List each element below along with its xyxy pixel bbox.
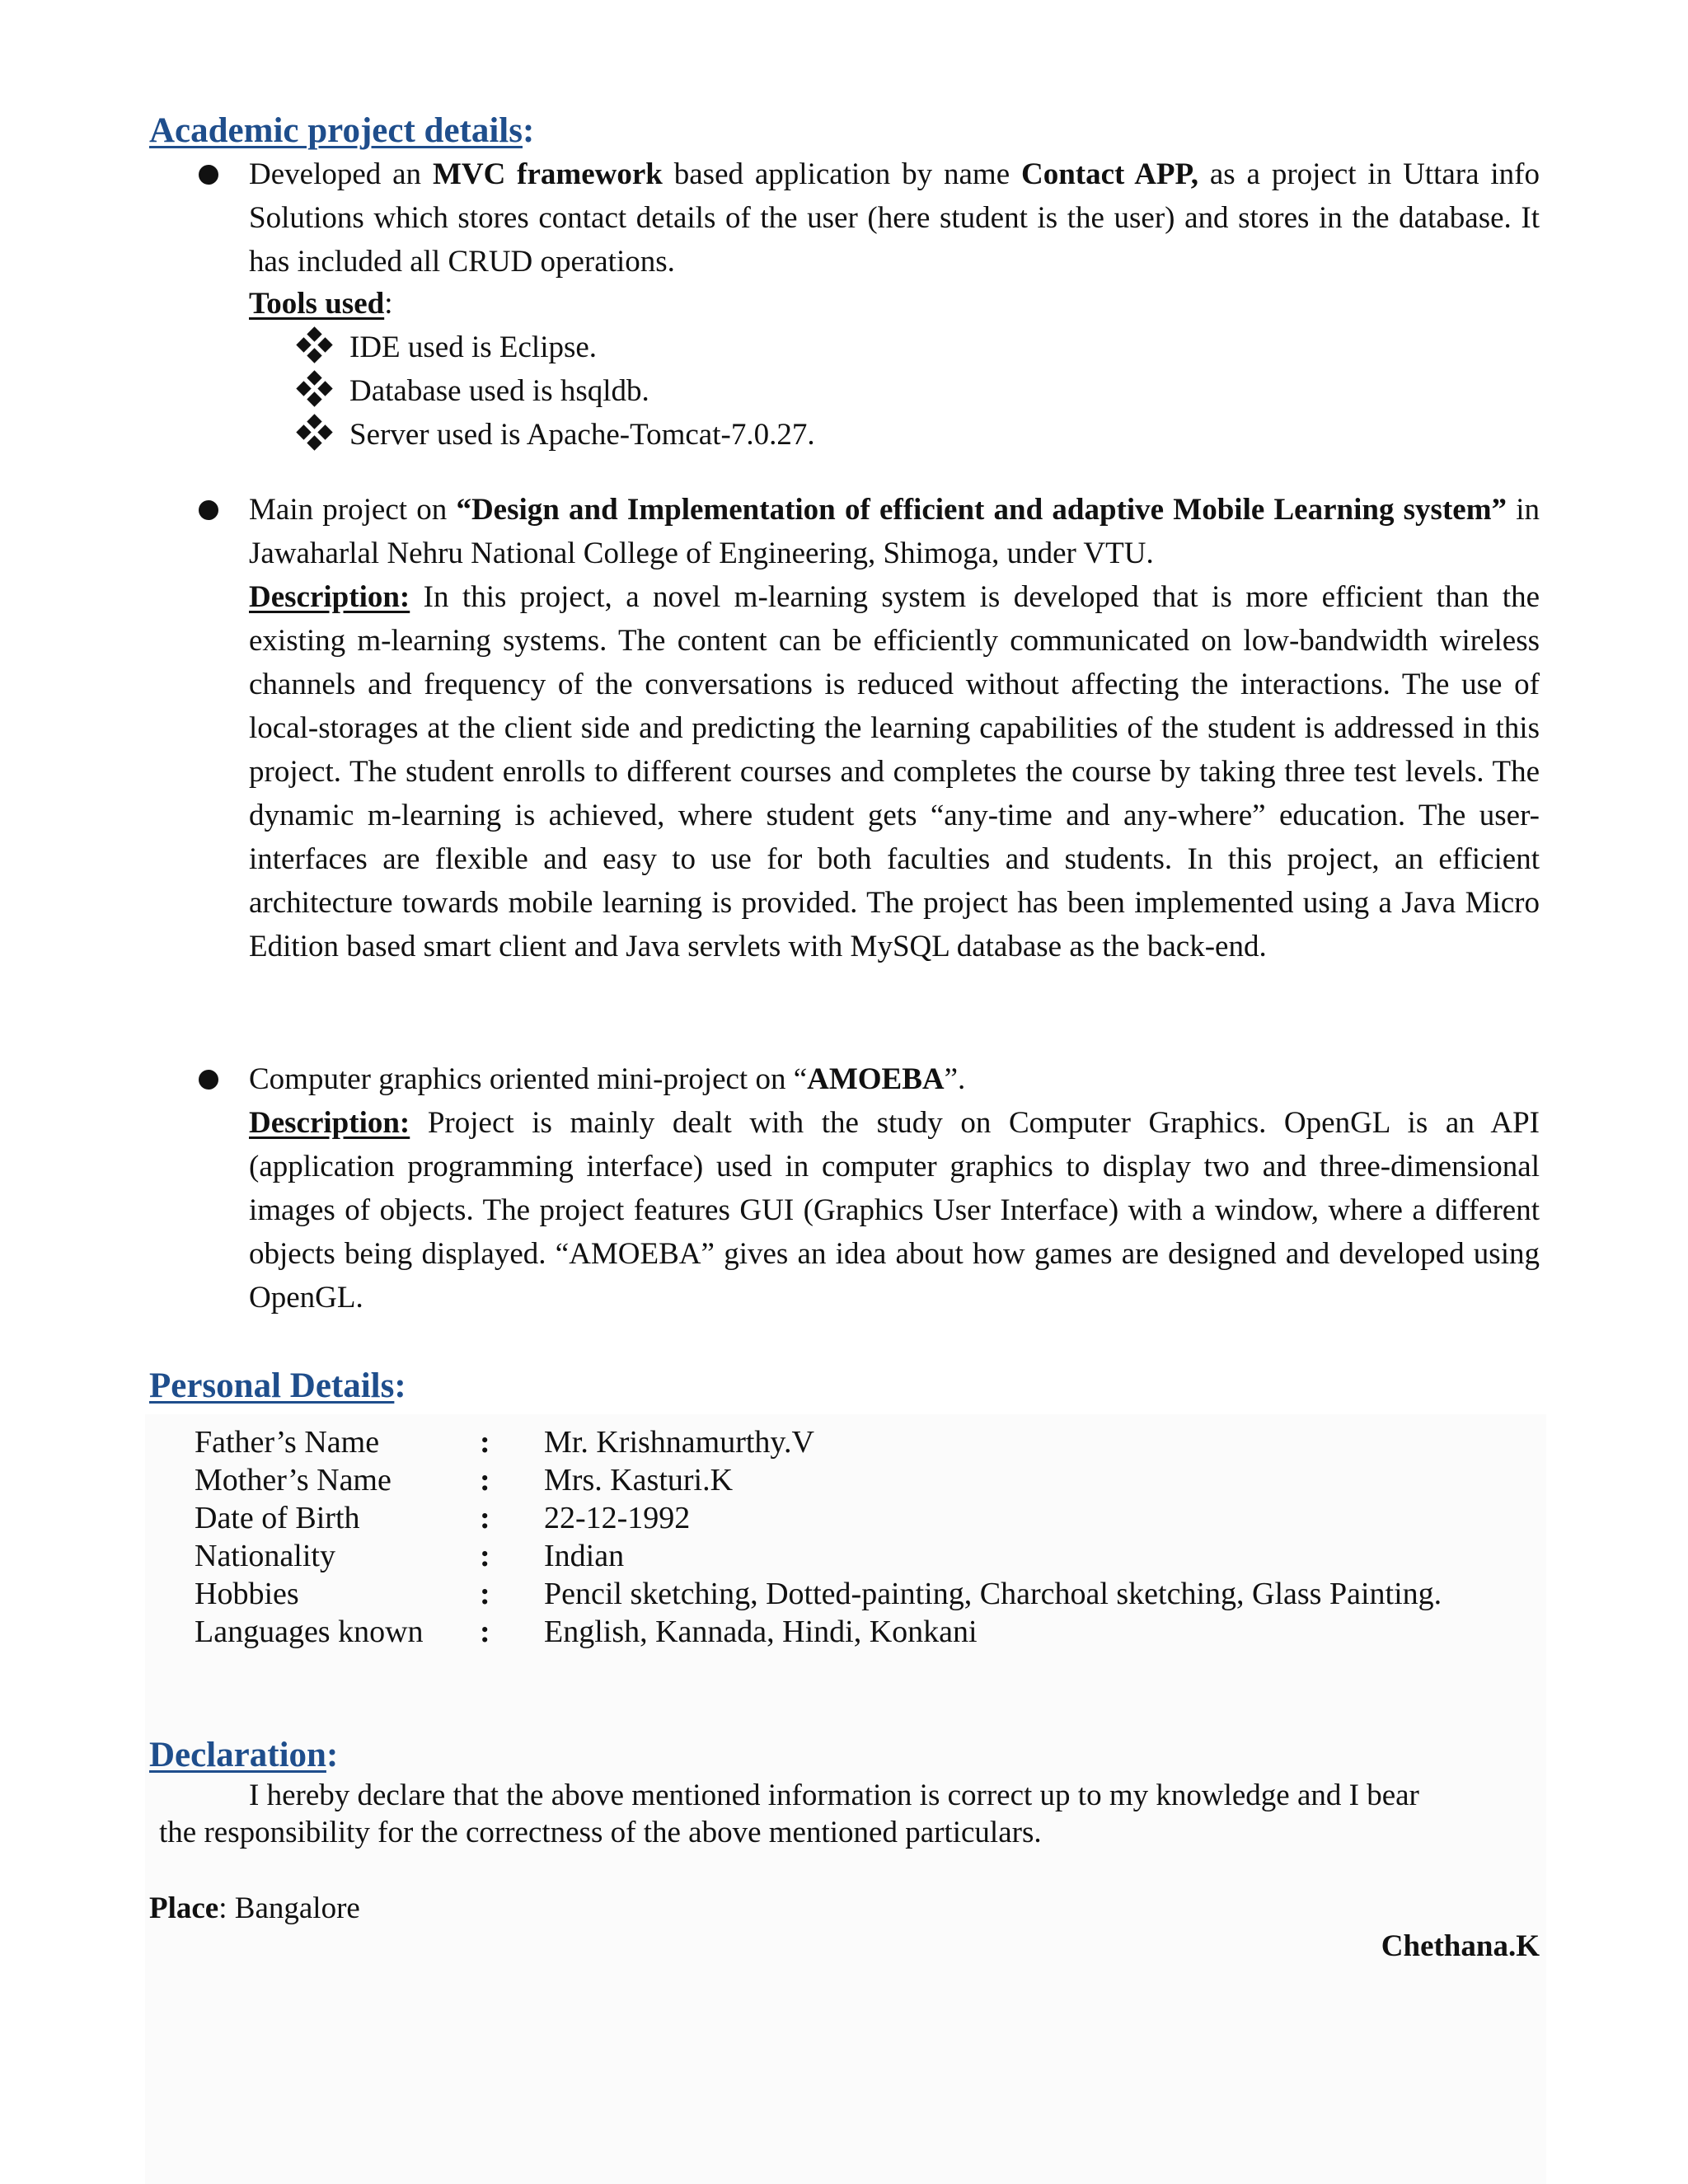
description-text: In this project, a novel m-learning system is developed that is more efficient than the existing m-learning systems. The content can be efficiently communicated on low-bandwidth wireless channels and frequency of the conversations is reduced without affecting the interactions. The use of local-storages at the client side and predicting the learning capabilities of the student is addressed in this project. The student enrolls to different courses and completes the course by taking three test levels. The dynamic m-learning is achieved, where student gets “any-time and any-where” education. The user-interfaces are flexible and easy to use for both faculties and students. In this project, an efficient architecture towards mobile learning is provided. The project has been implemented using a Java Micro Edition based smart client and Java servlets with MySQL database as the back-end. <box>249 580 1540 963</box>
declaration-line-2: the responsibility for the correctness of the above mentioned particulars. <box>159 1816 1042 1849</box>
description-label: Description: <box>249 1106 410 1140</box>
signature-name: Chethana.K <box>1381 1929 1540 1963</box>
declaration-heading-colon: : <box>326 1736 339 1774</box>
academic-heading-text: Academic project details <box>149 111 523 150</box>
personal-details-heading <box>149 1368 406 1404</box>
detail-separator: : <box>480 1463 490 1497</box>
detail-row <box>195 1461 1596 1499</box>
bold-text: Contact APP, <box>1021 157 1198 191</box>
detail-label: Hobbies <box>195 1577 299 1611</box>
personal-heading-colon: : <box>394 1366 406 1405</box>
detail-value: 22-12-1992 <box>544 1501 691 1535</box>
detail-label: Mother’s Name <box>195 1463 392 1497</box>
detail-value: English, Kannada, Hindi, Konkani <box>544 1615 978 1649</box>
tools-colon: : <box>384 287 393 321</box>
personal-heading-text: Personal Details <box>149 1366 395 1405</box>
place-label: Place <box>149 1891 219 1925</box>
project-1-paragraph <box>249 152 1540 284</box>
detail-value: Indian <box>544 1539 625 1573</box>
detail-value: Mrs. Kasturi.K <box>544 1463 734 1497</box>
detail-label: Nationality <box>195 1539 335 1573</box>
text: based application by name <box>662 157 1021 191</box>
text: Developed an <box>249 157 433 191</box>
text: in Jawaharlal Nehru National College of Engineering, Shimoga, under VTU. <box>249 493 1540 570</box>
tools-used-label <box>249 282 392 326</box>
tool-text: Database used is hsqldb. <box>349 374 649 408</box>
bullet-icon <box>199 1070 218 1090</box>
bullet-icon <box>199 165 218 185</box>
place-value: : Bangalore <box>218 1891 360 1925</box>
detail-value: Mr. Krishnamurthy.V <box>544 1425 814 1460</box>
bold-text: “Design and Implementation of efficient and adaptive Mobile Learning system” <box>456 493 1507 527</box>
academic-heading <box>149 113 534 148</box>
declaration-heading-text: Declaration <box>149 1736 326 1774</box>
diamond-bullet-icon <box>298 329 331 362</box>
diamond-bullet-icon <box>298 416 331 449</box>
detail-row <box>195 1423 1596 1461</box>
tool-text: Server used is Apache-Tomcat-7.0.27. <box>349 418 815 452</box>
place-line <box>149 1891 360 1927</box>
text: as a project in Uttara info Solutions which stores contact details of the user (here student is the user) and stores in the database. It has included all CRUD operations. <box>249 157 1540 279</box>
text: Computer graphics oriented mini-project on “ <box>249 1062 808 1096</box>
detail-row <box>195 1537 1596 1575</box>
detail-label: Date of Birth <box>195 1501 360 1535</box>
detail-row <box>195 1499 1596 1537</box>
tool-item <box>298 369 649 413</box>
declaration-heading <box>149 1737 338 1773</box>
detail-separator: : <box>480 1501 490 1535</box>
diamond-bullet-icon <box>298 373 331 405</box>
text: Main project on <box>249 493 457 527</box>
detail-row <box>195 1575 1596 1613</box>
detail-label: Father’s Name <box>195 1425 380 1460</box>
tools-label-text: Tools used <box>249 287 385 321</box>
declaration-line-1: I hereby declare that the above mentioned information is correct up to my knowledge and I bear <box>249 1779 1419 1812</box>
description-label: Description: <box>249 580 410 614</box>
detail-row <box>195 1613 1596 1651</box>
tool-item <box>298 326 597 369</box>
detail-separator: : <box>480 1425 490 1460</box>
detail-separator: : <box>480 1615 490 1649</box>
tool-item <box>298 413 815 457</box>
detail-value: Pencil sketching, Dotted-painting, Charchoal sketching, Glass Painting. <box>544 1577 1442 1611</box>
detail-separator: : <box>480 1577 490 1611</box>
tool-text: IDE used is Eclipse. <box>349 330 598 364</box>
detail-separator: : <box>480 1539 490 1573</box>
academic-heading-colon: : <box>522 111 535 150</box>
project-3-paragraph <box>249 1057 1540 1319</box>
project-2-paragraph <box>249 488 1540 968</box>
bold-text: MVC framework <box>432 157 663 191</box>
bold-text: AMOEBA <box>807 1062 945 1096</box>
bullet-icon <box>199 500 218 520</box>
detail-label: Languages known <box>195 1615 424 1649</box>
text: ”. <box>944 1062 966 1096</box>
description-text: Project is mainly dealt with the study on Computer Graphics. OpenGL is an API (application programming interface) used in computer graphics to display two and three-dimensional images of objects. The project features GUI (Graphics User Interface) with a window, where a different objects being displayed. “AMOEBA” gives an idea about how games are designed and developed using OpenGL. <box>249 1106 1540 1315</box>
